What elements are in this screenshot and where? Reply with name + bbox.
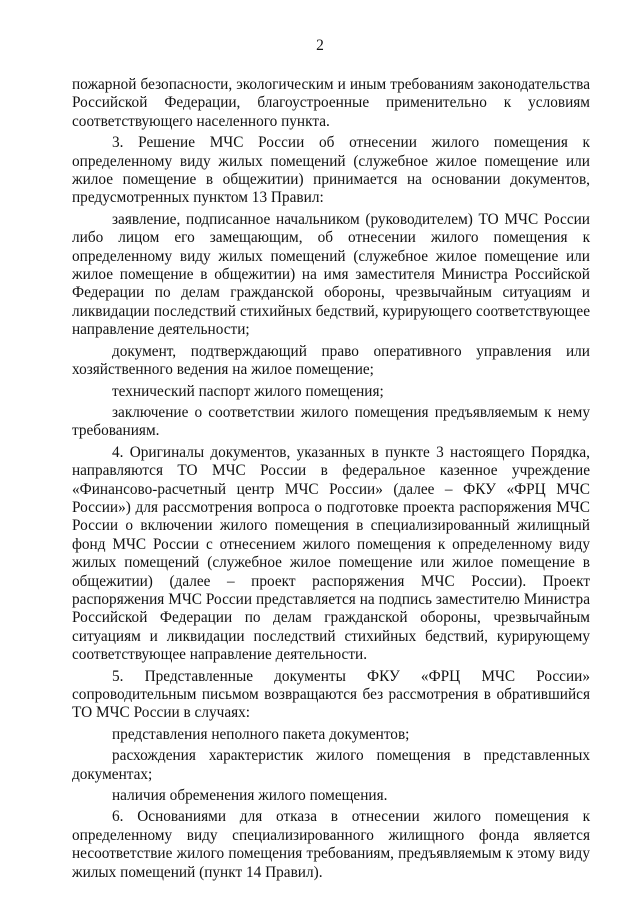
paragraph-application: заявление, подписанное начальником (руководителем) ТО МЧС России либо лицом его замещающим, об отнесении жилого помещения к определенному виду жилых помещений (служебное жилое помещение или жилое помещение в общежитии) на имя заместителя Министра Российской Федерации по делам гражданской обороны, чрезвычайным ситуациям и ликвидации последствий стихийных бедствий, курирующего соответствующее направление деятельности; — [72, 210, 590, 339]
paragraph-discrepancy: расхождения характеристик жилого помещения в представленных документах; — [72, 747, 590, 783]
paragraph-ownership-document: документ, подтверждающий право оперативного управления или хозяйственного ведения на жилое помещение; — [72, 342, 590, 379]
paragraph-technical-passport: технический паспорт жилого помещения; — [112, 382, 384, 400]
document-body — [72, 76, 590, 885]
paragraph-incomplete-package: представления неполного пакета документов; — [112, 725, 410, 743]
paragraph-conformity-conclusion: заключение о соответствии жилого помещения предъявляемым к нему требованиям. — [72, 403, 590, 440]
paragraph-item-6: 6. Основаниями для отказа в отнесении жилого помещения к определенному виду специализированного жилищного фонда является несоответствие жилого помещения требованиям, предъявляемым к этому виду жилых помещений (пункт 14 Правил). — [72, 808, 590, 881]
paragraph-continuation: пожарной безопасности, экологическим и иным требованиям законодательства Российской Федерации, благоустроенные применительно к условиям соответствующего населенного пункта. — [72, 76, 590, 130]
paragraph-encumbrance: наличия обременения жилого помещения. — [112, 787, 388, 805]
paragraph-item-4: 4. Оригиналы документов, указанных в пункте 3 настоящего Порядка, направляются ТО МЧС России в федеральное казенное учреждение «Финансово-расчетный центр МЧС России» (далее – ФКУ «ФРЦ МЧС России») для рассмотрения вопроса о подготовке проекта распоряжения МЧС России о включении жилого помещения в специализированный жилищный фонд МЧС России с отнесением жилого помещения к определенному виду жилых помещений (служебное жилое помещение или жилое помещение в общежитии) (далее – проект распоряжения МЧС России). Проект распоряжения МЧС России представляется на подпись заместителю Министра Российской Федерации по делам гражданской обороны, чрезвычайным ситуациям и ликвидации последствий стихийных бедствий, курирующему соответствующее направление деятельности. — [72, 443, 590, 664]
page-number: 2 — [316, 37, 324, 54]
paragraph-item-3: 3. Решение МЧС России об отнесении жилого помещения к определенному виду жилых помещений (служебное жилое помещение или жилое помещение в общежитии) принимается на основании документов, предусмотренных пунктом 13 Правил: — [72, 134, 590, 207]
paragraph-item-5: 5. Представленные документы ФКУ «ФРЦ МЧС России» сопроводительным письмом возвращаются без рассмотрения в обратившийся ТО МЧС России в случаях: — [72, 667, 590, 722]
